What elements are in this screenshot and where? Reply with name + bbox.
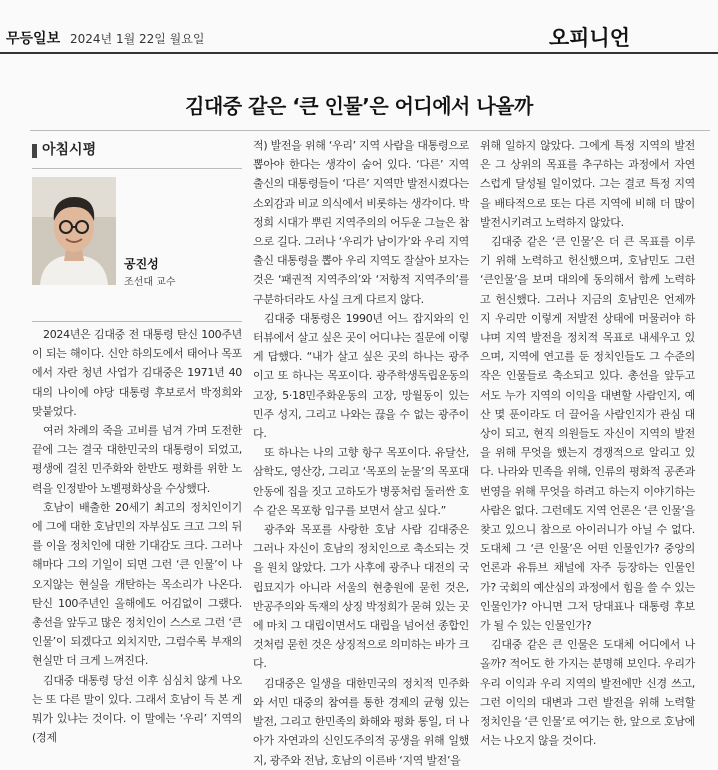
paragraph: 김대중 같은 ‘큰 인물’은 더 큰 목표를 이루기 위해 노력하고 헌신했으며, 호남민도 그런 ‘큰인물’을 보며 대의에 동의해서 함께 노력하고 헌신했다. 그러나 지금의 호남민은 언제까지 우리만 이렇게 저발전 상태에 머물러야 하냐며 지역 발전을 정치적 목표로 내세우고 있으며, 지역에 연고를 둔 정치인들도 그 수준의 작은 인물들로 축소되고 있다. 총선을 앞두고서도 누가 지역의 이익을 대변할 사람인지, 예산 몇 푼이라도 더 끌어올 사람인지가 관심 대상이 되고, 현직 의원들도 자신이 지역의 발전을 위해 무엇을 했는지 경쟁적으로 알리고 있다. 나라와 민족을 위해, 인류의 평화적 공존과 번영을 위해 무엇을 하려고 하는지 이야기하는 사람은 없다. 그런데도 지역 언론은 ‘큰 인물’을 찾고 있으니 참으로 아이러니가 아닐 수 없다. 도대체 그 ‘큰 인물’은 어떤 인물인가? 중앙의 언론과 유튜브 채널에 자주 등장하는 인물인가? 국회의 예산심의 과정에서 힘을 쓸 수 있는 인물인가? 아니면 그저 당대표나 대통령 후보가 될 수 있는 인물인가? <box>480 235 695 633</box>
page-header <box>0 0 718 56</box>
column-tag-label: 아침시평 <box>42 142 97 158</box>
newspaper-brand: 무등일보 <box>6 31 61 47</box>
issue-date: 2024년 1월 22일 월요일 <box>70 32 205 46</box>
article-column-1 <box>32 136 242 747</box>
author-name: 공진성 <box>124 257 159 271</box>
paragraph: 김대중 대통령 당선 이후 심심치 않게 나오는 또 다른 말이 있다. 그래서 호남이 득 본 게 뭐가 있냐는 것이다. 이 말에는 ‘우리’ 지역의 (경제 <box>32 673 242 745</box>
column-tag <box>32 140 242 166</box>
section-title: 오피니언 <box>548 26 630 50</box>
column-tag-bar <box>32 144 37 158</box>
author-rule <box>32 321 242 322</box>
paragraph: 위해 일하지 않았다. 그에게 특정 지역의 발전은 그 상위의 목표를 추구하는 과정에서 자연스럽게 달성될 일이었다. 그는 결코 특정 지역을 배타적으로 또는 다른 지역에 비해 더 많이 발전시키려고 노력하지 않았다. <box>480 139 695 229</box>
paragraph: 김대중 같은 큰 인물은 도대체 어디에서 나올까? 적어도 한 가지는 분명해 보인다. 우리가 우리 이익과 우리 지역의 발전에만 신경 쓰고, 그런 이익의 대변과 그런 발전을 위해 노력할 정치인을 ‘큰 인물’로 여기는 한, 앞으로 호남에서는 나오지 않을 것이다. <box>480 638 695 748</box>
header-rule <box>0 52 718 54</box>
paragraph: 김대중 대통령은 1990년 어느 잡지와의 인터뷰에서 살고 싶은 곳이 어디냐는 질문에 이렇게 답했다. “내가 살고 싶은 곳의 하나는 광주이고 또 하나는 목포이다. 광주학생독립운동의 고장, 5·18민주화운동의 고장, 망월동이 있는 민주 성지, 그리고 나와는 끊을 수 없는 광주이다. <box>253 311 469 441</box>
author-photo <box>32 177 116 285</box>
article-headline: 김대중 같은 ‘큰 인물’은 어디에서 나올까 <box>185 94 533 118</box>
paragraph: 적) 발전을 위해 ‘우리’ 지역 사람을 대통령으로 뽑아야 한다는 생각이 숨어 있다. ‘다른’ 지역 출신의 대통령들이 ‘다른’ 지역만 발전시켰다는 소외감과 비교 의식에서 비롯하는 생각이다. 박정희 시대가 뿌린 지역주의의 어두운 그늘은 참으로 길다. 그러나 ‘우리가 남이가’와 우리 지역 출신 대통령을 뽑아 우리 지역도 잘살아 보자는 것은 ‘패권적 지역주의’와 ‘저항적 지역주의’를 구분하더라도 사실 크게 다르지 않다. <box>253 139 469 306</box>
article-column-3 <box>480 136 695 751</box>
paragraph: 김대중은 일생을 대한민국의 정치적 민주화와 서민 대중의 참여를 통한 경제의 균형 있는 발전, 그리고 한민족의 화해와 평화 통일, 더 나아가 자연과의 신인도주의적 공생을 위해 일했지, 광주와 전남, 호남의 이른바 ‘지역 발전’을 <box>253 676 469 767</box>
paragraph: 또 하나는 나의 고향 항구 목포이다. 유달산, 삼학도, 영산강, 그리고 ‘목포의 눈물’의 목포대안동에 집을 짓고 고하도가 병풍처럼 둘러싼 호수 같은 목포항 입구를 보면서 살고 싶다.” <box>253 446 469 517</box>
paragraph: 광주와 목포를 사랑한 호남 사람 김대중은 그러나 자신이 호남의 정치인으로 축소되는 것을 원치 않았다. 그가 사후에 광주나 대전의 국립묘지가 아니라 서울의 현충원에 묻힌 것은, 반공주의와 독재의 상징 박정희가 묻혀 있는 곳에 마치 그 대립이면서도 대립을 넘어선 종합인 것처럼 묻힌 것은 상징적으로 의미하는 바가 크다. <box>253 523 469 671</box>
author-box <box>32 168 242 325</box>
paragraph: 호남이 배출한 20세기 최고의 정치인이기에 그에 대한 호남민의 자부심도 크고 그의 뒤를 이을 정치인에 대한 기대감도 크다. 그러나 해마다 그의 기일이 되면 그런 ‘큰 인물’이 나오지않는 현실을 개탄하는 목소리가 나온다. 탄신 100주년인 올해에도 어김없이 그랬다. 총선을 앞두고 많은 정치인이 스스로 그런 ‘큰 인물’이 되겠다고 외치지만, 그럼수록 부재의 현실만 더 크게 느껴진다. <box>32 500 242 668</box>
author-title: 조선대 교수 <box>124 277 176 288</box>
paragraph: 2024년은 김대중 전 대통령 탄신 100주년이 되는 해이다. 신안 하의도에서 태어나 목포에서 자란 청년 사업가 김대중은 1971년 40대의 나이에 야당 대통령 후보로서 박정희와 맞붙었다. <box>32 328 242 418</box>
headline-rule <box>30 130 710 131</box>
article-column-2 <box>253 136 469 770</box>
paragraph: 여러 차례의 죽을 고비를 넘겨 가며 도전한 끝에 그는 결국 대한민국의 대통령이 되었고, 평생에 걸친 민주화와 한반도 평화를 위한 노력을 인정받아 노벨평화상을 수상했다. <box>32 424 242 495</box>
